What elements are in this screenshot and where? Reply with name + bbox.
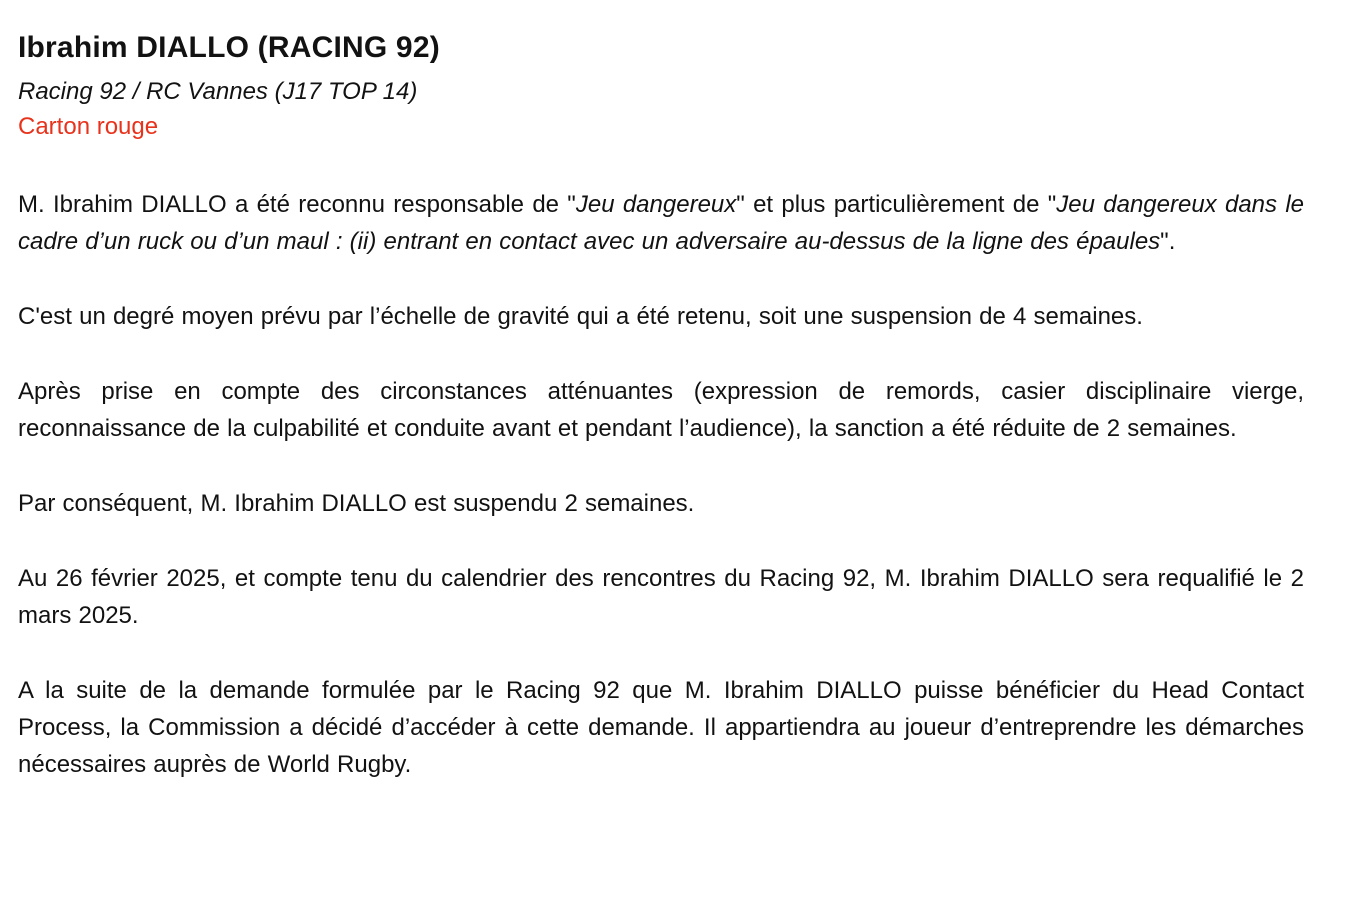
paragraph: [18, 485, 1304, 522]
text-run: Après prise en compte des circonstances atténuantes (expression de remords, casier disciplinaire vierge, reconnaissance de la culpabilité et conduite avant et pendant l’audience), la sanction a été réduite de 2 semaines.: [18, 378, 1304, 443]
text-run: C'est un degré moyen prévu par l’échelle de gravité qui a été retenu, soit une suspension de 4 semaines.: [18, 303, 1143, 331]
text-run: Au 26 février 2025, et compte tenu du calendrier des rencontres du Racing 92, M. Ibrahim DIALLO sera requalifié le 2 mars 2025.: [18, 565, 1304, 630]
italic-text-run: Jeu dangereux: [575, 191, 737, 219]
paragraph: [18, 186, 1304, 260]
paragraph: [18, 298, 1304, 335]
text-run: " et plus particulièrement de ": [736, 191, 1057, 219]
text-run: Par conséquent, M. Ibrahim DIALLO est suspendu 2 semaines.: [18, 490, 695, 518]
text-run: A la suite de la demande formulée par le Racing 92 que M. Ibrahim DIALLO puisse bénéficier du Head Contact Process, la Commission a décidé d’accéder à cette demande. Il appartiendra au joueur d’entreprendre les démarches nécessaires auprès de World Rugby.: [18, 677, 1304, 779]
card-type-label: Carton rouge: [18, 113, 159, 141]
paragraph: [18, 560, 1304, 634]
document-body: [18, 186, 1304, 783]
player-title: Ibrahim DIALLO (RACING 92): [18, 31, 440, 64]
text-run: M. Ibrahim DIALLO a été reconnu responsable de ": [18, 191, 576, 219]
text-run: ".: [1160, 228, 1176, 256]
paragraph: [18, 373, 1304, 447]
match-subtitle: Racing 92 / RC Vannes (J17 TOP 14): [18, 78, 418, 105]
italic-text-run: Jeu dangereux dans le cadre d’un ruck ou d’un maul : (ii) entrant en contact avec un adversaire au-dessus de la ligne des épaules: [18, 191, 1304, 256]
paragraph: [18, 672, 1304, 783]
